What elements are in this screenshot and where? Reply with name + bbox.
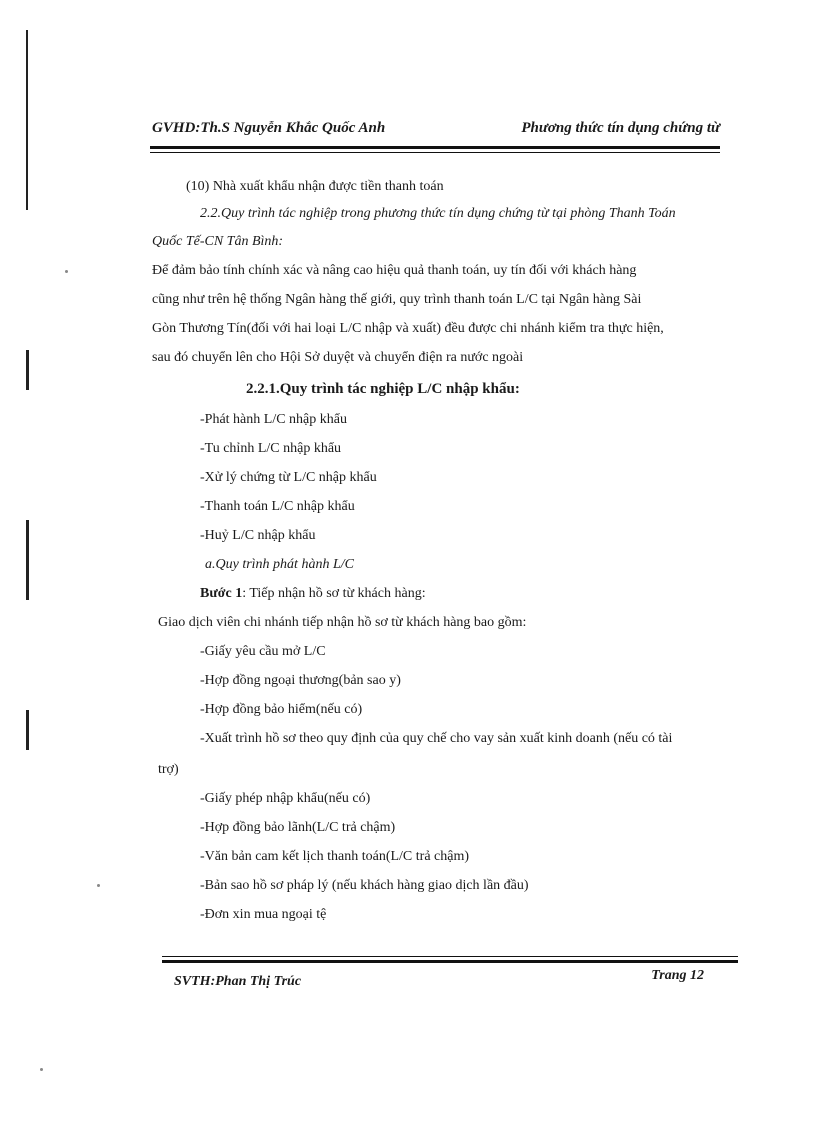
list-item: -Xử lý chứng từ L/C nhập khẩu [200,470,377,485]
list-item: -Đơn xin mua ngoại tệ [200,907,327,922]
list-item: -Hợp đồng bảo hiểm(nếu có) [200,702,363,717]
body-line: (10) Nhà xuất khẩu nhận được tiền thanh toán [186,179,444,194]
header-rule-thin [150,152,720,153]
scan-speck [65,270,68,273]
list-item-cont: trợ) [158,762,179,777]
scan-edge-mark [26,30,28,210]
paragraph-line: sau đó chuyển lên cho Hội Sở duyệt và chuyển điện ra nước ngoài [152,350,524,365]
subsection-heading: 2.2.1.Quy trình tác nghiệp L/C nhập khẩu: [246,381,520,397]
scan-speck [40,1068,43,1071]
section-title-cont: Quốc Tế-CN Tân Bình: [152,234,284,249]
footer-rule-thin [162,956,738,957]
list-item: -Bản sao hồ sơ pháp lý (nếu khách hàng giao dịch lần đầu) [200,878,529,893]
list-item: -Huỷ L/C nhập khẩu [200,528,316,543]
page-number: Trang 12 [651,968,704,983]
scan-edge-mark [26,710,29,750]
list-item: -Giấy phép nhập khẩu(nếu có) [200,791,371,806]
paragraph-line: Gòn Thương Tín(đối với hai loại L/C nhập và xuất) đều được chi nhánh kiểm tra thực hiện, [152,321,664,336]
list-item: -Văn bản cam kết lịch thanh toán(L/C trả chậm) [200,849,470,864]
paragraph-line: Để đảm bảo tính chính xác và nâng cao hiệu quả thanh toán, uy tín đối với khách hàng [152,263,637,278]
scan-edge-mark [26,350,29,390]
footer-rule-thick [162,960,738,963]
list-item: -Hợp đồng ngoại thương(bản sao y) [200,673,401,688]
header-supervisor: GVHD:Th.S Nguyễn Khắc Quốc Anh [152,120,386,136]
header-topic: Phương thức tín dụng chứng từ [521,120,720,136]
list-item: -Giấy yêu cầu mở L/C [200,644,326,659]
scan-speck [97,884,100,887]
header-rule-thick [150,146,720,149]
list-item: -Xuất trình hồ sơ theo quy định của quy chế cho vay sản xuất kinh doanh (nếu có tài [200,731,673,746]
list-item: -Thanh toán L/C nhập khẩu [200,499,355,514]
step-text: : Tiếp nhận hồ sơ từ khách hàng: [242,586,426,601]
step-label: Bước 1 [200,586,243,601]
list-item: -Tu chỉnh L/C nhập khẩu [200,441,342,456]
list-item: -Hợp đồng bảo lãnh(L/C trả chậm) [200,820,396,835]
intro-line: Giao dịch viên chi nhánh tiếp nhận hồ sơ từ khách hàng bao gồm: [158,615,527,630]
section-title: 2.2.Quy trình tác nghiệp trong phương thức tín dụng chứng từ tại phòng Thanh Toán [200,206,676,221]
paragraph-line: cũng như trên hệ thống Ngân hàng thế giới, quy trình thanh toán L/C tại Ngân hàng Sài [152,292,642,307]
procedure-heading: a.Quy trình phát hành L/C [205,557,354,572]
list-item: -Phát hành L/C nhập khẩu [200,412,347,427]
footer-author: SVTH:Phan Thị Trúc [174,974,302,989]
scan-edge-mark [26,520,29,600]
step-line [200,585,426,603]
